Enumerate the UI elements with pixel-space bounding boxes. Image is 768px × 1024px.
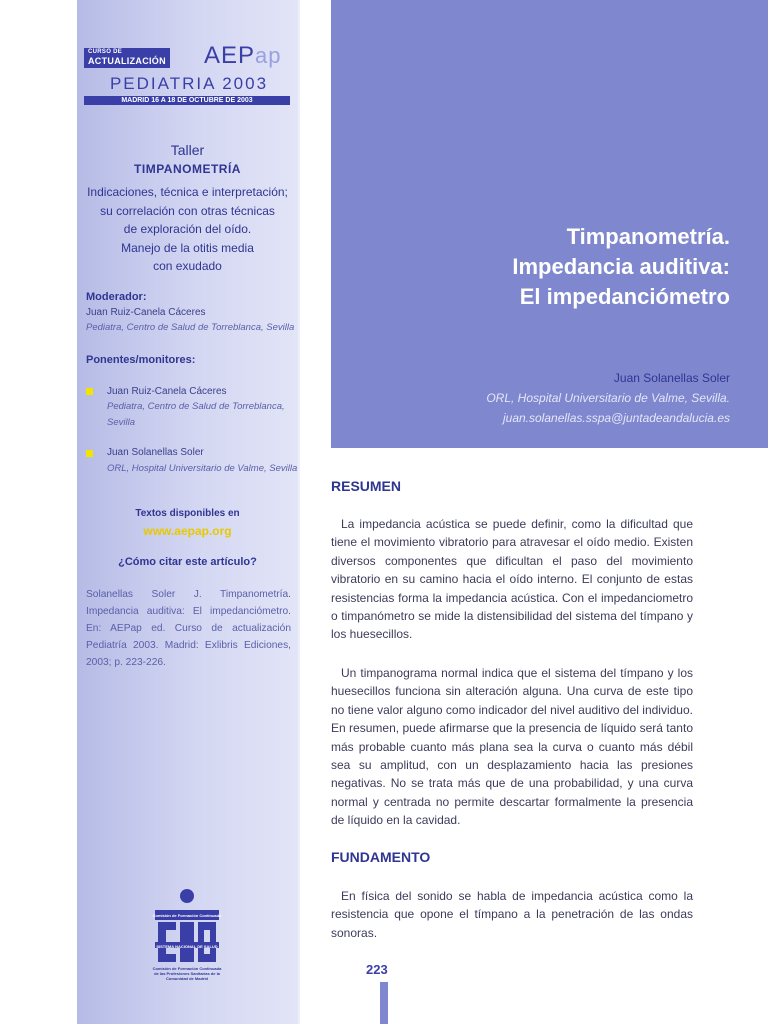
brand-suffix: ap [255,43,282,68]
author-block [486,368,730,428]
author-name: Juan Solanellas Soler [613,371,730,385]
ponente-affiliation: ORL, Hospital Universitario de Valme, Sevilla [107,463,298,474]
event-name: PEDIATRIA 2003 [109,74,269,93]
moderador-heading: Moderador: [86,291,147,303]
cfc-logo-caption: Comisión de Formación Continuada de las Profesiones Sanitarias de la Comunidad de Madrid [152,966,222,981]
course-badge [84,48,170,68]
cfc-logo-text: Comisión de Formación Continuada [152,913,222,918]
sidebar-edge [298,0,300,1024]
page-number: 223 [366,962,388,977]
event-dates: MADRID 16 A 18 DE OCTUBRE DE 2003 [84,96,290,105]
ponente-affiliation: Sevilla [107,417,135,428]
author-email[interactable]: juan.solanellas.sspa@juntadeandalucia.es [502,411,730,425]
taller-description [77,183,298,276]
taller-desc-line: Indicaciones, técnica e interpretación; [87,185,288,199]
cfc-logo-subtext: SISTEMA NACIONAL DE SALUD [156,944,218,949]
brand-main: AEP [204,42,256,69]
moderador-affiliation: Pediatra, Centro de Salud de Torreblanca, Sevilla [86,322,295,333]
bullet-icon [86,388,93,395]
ponentes-heading: Ponentes/monitores: [86,354,196,366]
badge-line1: CURSO DE [88,49,123,55]
article-title [512,222,730,312]
resumen-paragraph-1: La impedancia acústica se puede definir, como la dificultad que tiene el movimiento vibratorio para atravesar el oído medio. Existen diversos componentes que dificultan el paso del movimiento vibratorio en su camino hacia el oído interno. El conjunto de estas resistencias forma la impedancia acústica. Con el impedanciometro o timpanómetro se mide la distensibilidad del sistema del tímpano y los huesecillos. [331,517,693,642]
taller-desc-line: con exudado [153,259,222,273]
taller-title: TIMPANOMETRÍA [134,162,241,176]
author-affiliation: ORL, Hospital Universitario de Valme, Sevilla. [486,391,730,405]
title-line: Impedancia auditiva: [512,254,730,279]
ponente-name: Juan Ruiz-Canela Cáceres [107,386,227,397]
fundamento-heading: FUNDAMENTO [331,849,431,865]
brand-logo-text [204,42,282,70]
ponente-affiliation: Pediatra, Centro de Salud de Torreblanca, [107,401,285,412]
taller-desc-line: su correlación con otras técnicas [100,203,275,218]
resumen-heading: RESUMEN [331,478,402,494]
website-link[interactable]: www.aepap.org [143,524,232,538]
page-rule [380,982,388,1024]
textos-label: Textos disponibles en [135,508,240,519]
title-line: Timpanometría. [566,224,730,249]
badge-line2: ACTUALIZACIÓN [88,56,166,66]
bullet-icon [86,450,93,457]
citation-text: Solanellas Soler J. Timpanometría. Impedancia auditiva: El impedanciómetro. En: AEPap ed. Curso de actualización Pediatría 2003. Madrid: Exlibris Ediciones, 2003; p. 223-226. [86,589,291,668]
taller-label: Taller [170,142,205,158]
title-line: El impedanciómetro [519,284,730,309]
taller-desc-line: Manejo de la otitis media [121,240,254,255]
fundamento-paragraph-1: En física del sonido se habla de impedancia acústica como la resistencia que opone el tímpano a la penetración de las ondas sonoras. [331,889,693,940]
aepap-logo [84,42,294,110]
resumen-paragraph-2: Un timpanograma normal indica que el sistema del tímpano y los huesecillos funciona sin alteración alguna. Una curva de este tipo no tiene valor alguno como indicador del nivel auditivo del individuo. En resumen, puede afirmarse que la presencia de líquido será tanto más probable cuanto más plana sea la curva o cuanto más débil sea su amplitud, con un desplazamiento hacia las presiones negativas. No se trata más que de una probabilidad, y una curva normal y centrada no permite descartar formalmente la presencia de líquido en la cavidad. [331,666,693,828]
moderador-name: Juan Ruiz-Canela Cáceres [86,307,206,318]
taller-desc-line: de exploración del oído. [123,222,252,236]
cite-question: ¿Cómo citar este artículo? [118,556,257,568]
ponente-name: Juan Solanellas Soler [107,447,204,458]
